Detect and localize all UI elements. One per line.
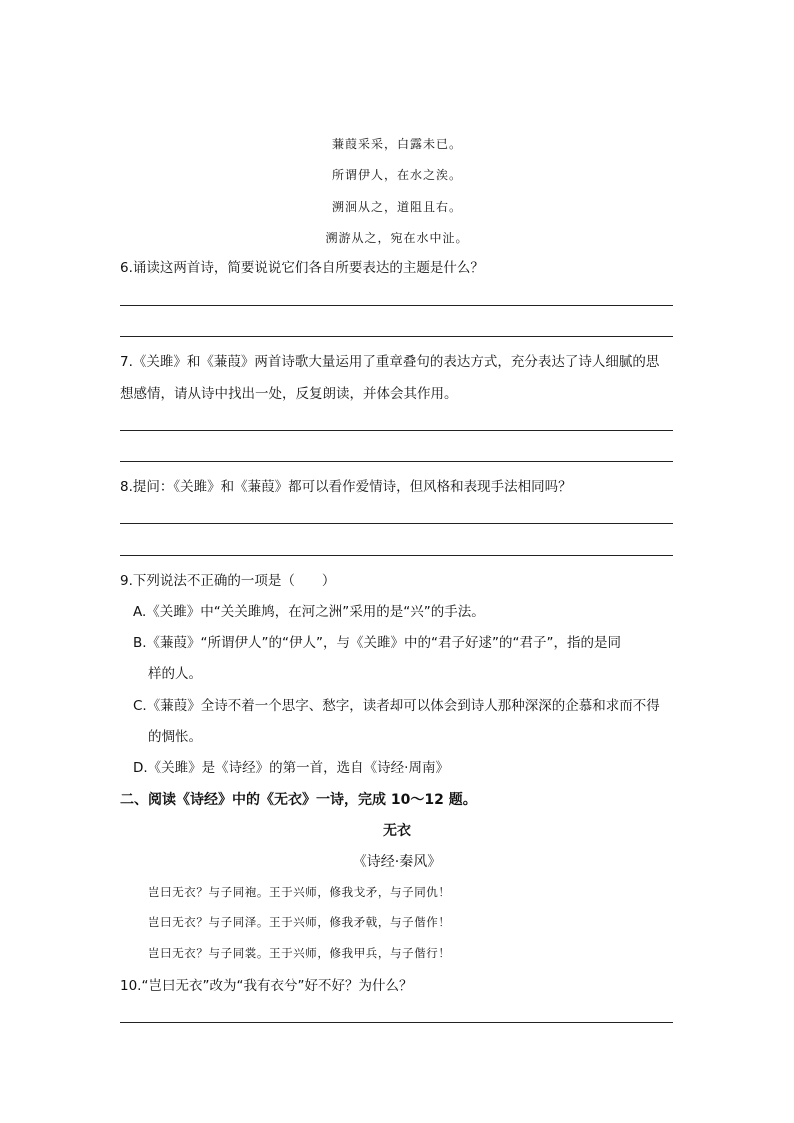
answer-line[interactable] [120, 523, 673, 524]
poem-title: 无衣 [383, 823, 411, 839]
option-a[interactable]: A.《关雎》中“关关雎鸠，在河之洲”采用的是“兴”的手法。 [133, 604, 485, 620]
answer-line[interactable] [120, 555, 673, 556]
question-10: 10.“岂曰无衣”改为“我有衣兮”好不好？为什么？ [120, 978, 413, 994]
answer-line[interactable] [120, 336, 673, 337]
question-9: 9.下列说法不正确的一项是（ ） [120, 573, 336, 589]
answer-line[interactable] [120, 461, 673, 462]
answer-line[interactable] [120, 430, 673, 431]
option-c[interactable]: C.《蒹葭》全诗不着一个思字、愁字，读者却可以体会到诗人那种深深的企慕和求而不得 [133, 698, 660, 714]
poem-line: 岂曰无衣？与子同袍。王于兴师，修我戈矛，与子同仇！ [148, 885, 451, 899]
question-6: 6.诵读这两首诗，简要说说它们各自所要表达的主题是什么？ [120, 260, 484, 276]
poem-line: 岂曰无衣？与子同泽。王于兴师，修我矛戟，与子偕作！ [148, 915, 451, 929]
option-b-continued: 样的人。 [148, 666, 202, 682]
option-c-continued: 的惆怅。 [148, 729, 202, 745]
question-7-line-1: 7.《关雎》和《蒹葭》两首诗歌大量运用了重章叠句的表达方式，充分表达了诗人细腻的思 [120, 354, 660, 370]
answer-line[interactable] [120, 1022, 673, 1023]
poem-line: 溯游从之，宛在水中沚。 [325, 231, 469, 245]
option-b[interactable]: B.《蒹葭》“所谓伊人”的“伊人”，与《关雎》中的“君子好逑”的“君子”，指的是同 [133, 635, 622, 651]
poem-line: 岂曰无衣？与子同裳。王于兴师，修我甲兵，与子偕行！ [148, 946, 451, 960]
section-heading: 二、阅读《诗经》中的《无衣》一诗，完成 10～12 题。 [120, 792, 477, 808]
poem-line: 所谓伊人，在水之涘。 [331, 168, 462, 182]
poem-source: 《诗经·秦风》 [352, 854, 442, 870]
answer-line[interactable] [120, 305, 673, 306]
poem-line: 蒹葭采采，白露未已。 [331, 137, 462, 151]
poem-line: 溯洄从之，道阻且右。 [331, 200, 462, 214]
option-d[interactable]: D.《关雎》是《诗经》的第一首，选自《诗经·周南》 [133, 760, 449, 776]
question-7-line-2: 想感情，请从诗中找出一处，反复朗读，并体会其作用。 [120, 386, 458, 402]
question-8: 8.提问：《关雎》和《蒹葭》都可以看作爱情诗，但风格和表现手法相同吗？ [120, 479, 572, 495]
